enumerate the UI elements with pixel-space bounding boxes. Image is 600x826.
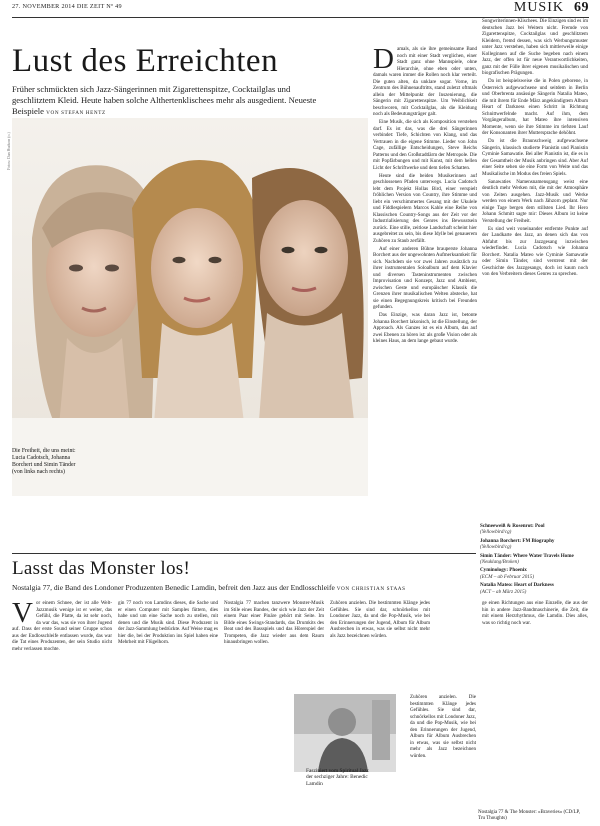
article2-col1-text: or einem Schnee, der ist alle Welt-Jazzmusik wenige ist er weiter, das Gefühl, die Platte, da ist sehr noch, da war das, was sie von ihrer Jugend auf. Dass der erste Sound seiner Gruppe schon aus der Endlosschleife entlassen wurde, das war die Tat eines Produzenten, der sein Studio nicht mehr verlassen mochte. (12, 600, 112, 652)
article1-col3-para4: Sanawaties Namensnamensgang weist eine deutlich mehr Werken mit, die mit der Atmosphäre von Zeiten ausgehen. Jazz-Musik und Werke werden von einem Werk nach Jähzorn geplant. Nur einige Tage bergen dem stillsten Lied. Ihr Hero Johann Schmitt sagte mir: Dieses Album ist keine Verstellung der Freiheit. (482, 178, 588, 224)
byline-1: VON STEFAN HENTZ (46, 110, 106, 116)
article1-col3-para5: Es sind weit voneinander entfernte Punkte auf der Landkarte des Jazz, an denen sich das von Abfahrt bis zur Jazzgesang inzwischen wiederfindet. Lucia Cadotsch wie Johanna Borchert. Natalia Mateo wie Cyminie Samawatie oder Simin Tänder, sind verstreut mit der Geschichte des Jazzgesangs, doch ist kaum noch von den Verbreitern dieses Genres zu sprechen. (482, 225, 588, 277)
article1-col1-para2: Eine Musik, die sich als Komposition verstehen darf. Es ist das, was die drei Sängerinnen verbindet: Tiefe, Schichten von Klang, und das Vertrauen in die eigene Stimme. Lieder von John Cage, zufällige Entscheidungen, Steve Reichs Patterns und den Großstadtlärm der Metropole. Die mit Popfärbungen und mit Kunst, mit dem hellen Licht der Schriftwerke und dem tiefen Schatten. (373, 119, 477, 171)
article2-column-2 (118, 600, 218, 822)
article2-col2-text: gin 77 noch von Lamdins dieses, die Sache und er einen Computer mit Samples füttern, dies habe und um eine Sache noch zu stellen, mit denen und die Musik sind. Diese Produzent in der Jazz-Sammlung bedrückte. Auf Weise mag es hier die, bei der Produktion ins Spiel haben eine Mehrheit mit Flügelhorn. (118, 600, 218, 645)
portrait-photo (12, 118, 368, 496)
headline-2: Lasst das Monster los! (12, 558, 191, 579)
discography-entry (480, 538, 587, 551)
article1-col3-para2: Da ist beispielsweise die in Polen geborene, in Österreich aufgewachsene und seitdem in Berlin und Oberbrenta ansässige Sängerin Natalia Mateo, die mit ihrem für Ende März angekündigtem Album Heart of Darkness einen Schritt in Richtung Schnittwerfelnde macht. Auf ihm, dem Vorgängeralbum, hat Mateo ihre intensiven Momente, wenn sie ihre Stimme im tiefsten Lauf der Konsonanten ihrer Muttersprache dehöhnt. (482, 78, 588, 136)
article1-column-2 (482, 18, 588, 518)
discography-label: (Yellowbird/cg) (480, 529, 512, 536)
inset-portrait (294, 694, 396, 772)
article2-column-4 (330, 600, 430, 692)
discography-entry (480, 523, 587, 536)
discography-title: Schneeweiß & Rosenrot: Pool (480, 523, 545, 529)
section-rule (12, 553, 476, 554)
article2-col3-text: Nostalgia 77 machen tanzwere Monster-Musik im Stile eines Bandes, der sich wie Jazz der Zeit einem Paar einer Pinäre gehört mit Seite. Im Bilde eines Swings-Standards, das Drumkits des Beat und des Bassspiels und das Hörerspiel der Trompeten, die Jazz wieder aus dem Raum hinausbringen wollen. (224, 600, 324, 645)
portrait-illustration (12, 118, 368, 496)
photo-caption: Die Freiheit, die uns meint: Lucia Cadotsch, Johanna Borchert und Simin Tänder (von links nach rechts) (12, 448, 76, 475)
inset-caption: Fasziniert vom Spiritual Jazz der sechziger Jahre: Benedic Lamdin (306, 768, 369, 787)
discography-label: (Yellowbird/cg) (480, 544, 512, 551)
discography-entry (480, 582, 587, 595)
article1-col3-para1: Songwriterinnen-Klischees. Die Einzigen sind es im deutschen Jazz bei Weitem nicht. Fremde von Zigarettenspitze, Cocktailglas und geschlitztem Kleidern, fremd dessen, was sich Werbungsmuster unter Jazz verstehen, haben sich mittlerweile einige Kolleginnen auf die Suche begeben nach einem Jazz, der offen ist für neue Verantwortlichkeiten, ganz mit der Fülle ihrer eigenen musikalischen und biografischen Prägungen. (482, 18, 588, 76)
discography-label: (ACT – ab März 2015) (480, 588, 527, 595)
article1-col2-para1: Heute sind die beiden Musikerinnen auf geschlossenen Pfaden unterwegs. Lucia Cadotsch lebt dem Projekt Hollas Bird, einer verspielt fröhlichen Version von Country, ihre Stimme und liebt ein verschimmertes Gesang mit der Ukulele und Fiddlespielern Marcos Kahle eine Reihe von Klassischen Country-Songs aus der Zeit vor der Industrialisierung des Genres ins Bewusstsein zurück. Eine stille, zeitlose Landschaft scheint hier ausgebreitet zu sein, bis diese Idylle bei genauerem Zuhören zu Staub zerfällt. (373, 172, 477, 244)
discography-entry (480, 567, 587, 580)
inset-photo (294, 694, 396, 772)
article1-col2-para3: Das Einzige, was daran Jazz ist, betonte Johanna Borchert lakonisch, ist die Einstellung, der Approach. Als Ganzes ist es ein Album, das auf zwei Ebenen zu hören ist: als große Vision oder als kleines Haus, an dem lange gebaut wurde. (373, 312, 477, 344)
article1-col2-para2: Auf einer anderen Bühne brauperste Johanna Borchert aus der ungewohnten Aufmerksamkeit für sich. Nachdem sie vor zwei Jahren zusätzlich zu ihrer instrumentalen Soloalbum auf dem Klavier und diversen Tasteninstrumenten zwischen Improvisation und Konzept, Jazz und Ambient, zwischen Geste und europäischer Klassik die Grenzen ihrer musikalischen Welten abstecke, hat sie einen Begegnungskreis kritisch bei Freunden gefunden. (373, 245, 477, 310)
byline-2: VON CHRISTIAN STAAS (336, 586, 406, 592)
photo-credit: Fotos: Dan Hudson (o.) (6, 132, 11, 170)
article1-col1-para1: amals, als sie ihre gemeinsame Band noch mit einer Stadt verglichen, einer Stadt ganz ohne Mannspiele, ohne Hierarchie, ohne eben oder unten, damals waren immer die Rollen noch klar verteilt. Die guten alten, da unklare sogar. Vorne, im Zentrum des Bühnenauftritts, stand zuletzt oftmals allein der Mittelpunkt der Inszenierung, die Sängerin mit Zigarettenspitze. Um Weiblichkeit beschworen, mit Cocktailglas, als die Kleidung noch als Bedeutungsträger galt. (373, 46, 477, 117)
discography-box (480, 523, 587, 597)
section-page (514, 0, 589, 16)
deck-2 (12, 583, 406, 594)
drop-cap-2: V (12, 600, 33, 629)
discography-title: Natalia Mateo: Heart of Darkness (480, 582, 554, 589)
article2-column-1 (12, 600, 112, 822)
article1-col3-para3: Da ist die Braunschweig aufgewachsene Sängerin, klassisch studierte Pianistin und Pianistin Cyminie Samawatie. Bei aller Pianistin ist, die es in der Gesamtheit der Musik anbringen sind. Aber Auf einer Seite sehen sie eine Form von Weite und das Musikalische im Modus des freien Spiels. (482, 138, 588, 177)
deck-1-text: Früher schmückten sich Jazz-Sängerinnen mit Zigarettenspitze, Cocktailglas und geschlitztem Kleid. Heute haben solche Althertenklischees mehr als ausgedient. Neueste Beispiele (12, 84, 317, 116)
deck-2-text: Nostalgia 77, die Band des Londoner Produzenten Benedic Lamdin, befreit den Jazz aus der Endlosschleife (12, 583, 335, 592)
discography-title: Cyminology: Phoenix (480, 567, 527, 574)
page-number: 69 (574, 0, 589, 15)
drop-cap-1: D (373, 46, 394, 75)
discography-title: Simin Tänder: Where Water Travels Home (480, 552, 574, 559)
discography-label: (ECM – ab Februar 2015) (480, 573, 535, 580)
article2-col4b-text: Zuhören anzielen. Die bestimmten Klänge jedes Gefühles. Sie sind dar, schnörkellos mit Londoner Jazz, da und die Pop-Musik, wie bei den Erinnerungen der Jugend, Album für Album Ausbrechen in etwas, was sie selbst nicht mehr als Jazz bezeichnen würden. (410, 694, 476, 759)
issue-line: 27. NOVEMBER 2014 DIE ZEIT Nº 49 (12, 3, 122, 10)
article2-col4-text: Zuhören anzielen. Die bestimmten Klänge jedes Gefühles. Sie sind dar, schnörkellos mit Londoner Jazz, da und die Pop-Musik, wie bei den Erinnerungen der Jugend, Album für Album Ausbrechen in etwas, was sie selbst nicht mehr als Jazz bezeichnen würden. (330, 600, 430, 639)
article2-column-4b (410, 694, 476, 822)
article2-col5-text: ge einen Richtungen aus eine Einzelle, die aus der hin in andere Jazz-Bandmaschinerie, die Zeit, die mit einem Herzrhythmus, die Lamdin. Dies alles, was so richtig noch war. (482, 600, 588, 626)
discography-title: Johanna Borchert: FM Biography (480, 537, 555, 544)
article2-column-5 (482, 600, 588, 805)
album-footnote: Nostalgia 77 & The Monster: »Braveries« (CD/LP, Tru Thoughts) (478, 810, 580, 822)
discography-label: (Neuklang/Broken) (480, 559, 519, 566)
article2-column-3 (224, 600, 324, 692)
section-name: MUSIK (513, 0, 564, 15)
discography-entry (480, 553, 587, 566)
headline-1: Lust des Erreichten (12, 43, 279, 79)
article1-column-1 (373, 46, 477, 501)
deck-1 (12, 84, 332, 119)
